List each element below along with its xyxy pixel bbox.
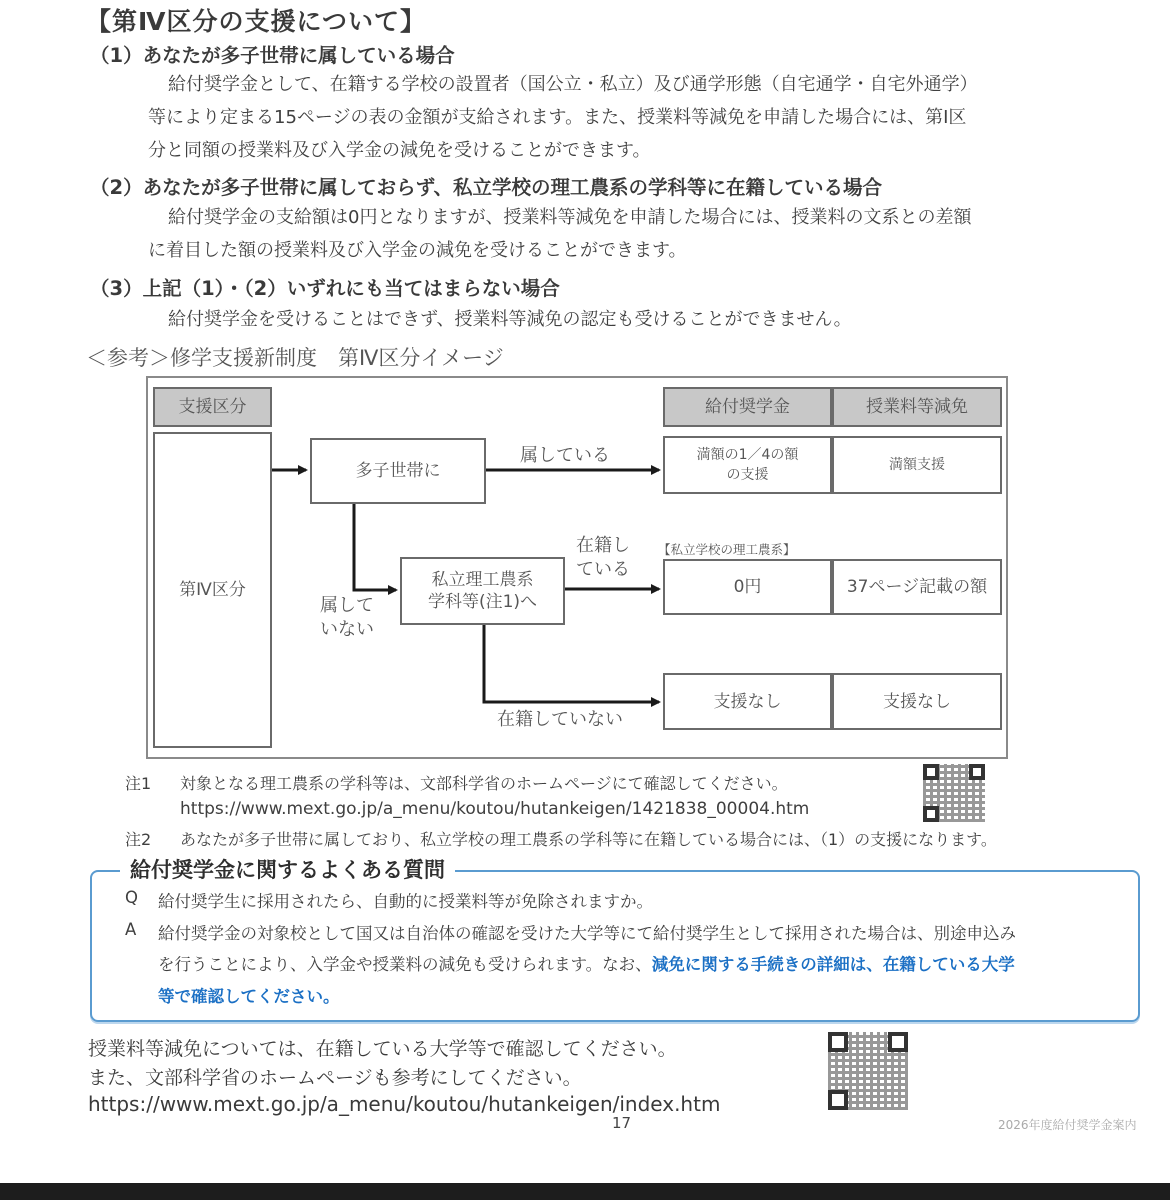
node-private-stem-line-1: 私立理工農系 — [431, 570, 534, 590]
header-support-category: 支援区分 — [153, 387, 272, 427]
node-multi-child: 多子世帯に — [310, 438, 486, 504]
faq-answer-emphasis-2: 等で確認してください。 — [158, 987, 340, 1006]
faq-title: 給付奨学金に関するよくある質問 — [120, 854, 455, 884]
edge-label-enrolled-1: 在籍し — [576, 535, 630, 556]
section-2-heading: （2）あなたが多子世帯に属しておらず、私立学校の理工農系の学科等に在籍している場合 — [90, 176, 883, 199]
private-stem-tag: 【私立学校の理工農系】 — [658, 542, 796, 557]
arrow-not-enrolled — [484, 625, 659, 702]
edge-label-not-belongs-2: いない — [320, 619, 374, 640]
qr-code-corner-icon — [923, 764, 939, 780]
qr-code-corner-icon — [969, 764, 985, 780]
note1-url[interactable]: https://www.mext.go.jp/a_menu/koutou/hutankeigen/1421838_00004.htm — [180, 799, 810, 819]
note2-text: あなたが多子世帯に属しており、私立学校の理工農系の学科等に在籍している場合には、（1）の支援になります。 — [180, 830, 997, 849]
section-1-heading: （1）あなたが多子世帯に属している場合 — [90, 44, 455, 67]
page-title: 【第Ⅳ区分の支援について】 — [86, 7, 426, 36]
qr-code-corner-icon — [888, 1032, 908, 1052]
faq-answer-line-2 — [158, 951, 1015, 975]
faq-question: 給付奨学生に採用されたら、自動的に授業料等が免除されますか。 — [158, 892, 653, 911]
row2-tuition: 37ページ記載の額 — [832, 559, 1002, 615]
arrow-not-belongs — [354, 504, 396, 590]
row2-scholarship: 0円 — [663, 559, 832, 615]
section-1-line-3: 分と同額の授業料及び入学金の減免を受けることができます。 — [148, 140, 651, 161]
node-private-stem-line-2: 学科等(注1)へ — [427, 592, 538, 612]
edge-label-enrolled-2: ている — [576, 559, 630, 580]
edge-label-not-belongs-1: 属して — [320, 595, 374, 616]
section-3-line-1: 給付奨学金を受けることはできず、授業料等減免の認定も受けることができません。 — [168, 309, 852, 330]
bottom-line-1: 授業料等減免については、在籍している大学等で確認してください。 — [88, 1038, 677, 1060]
section-2-line-1: 給付奨学金の支給額は0円となりますが、授業料等減免を申請した場合には、授業料の文系との差額 — [168, 207, 972, 228]
section-1-line-1: 給付奨学金として、在籍する学校の設置者（国公立・私立）及び通学形態（自宅通学・自宅外通学） — [168, 74, 978, 95]
qr-code-corner-icon — [828, 1090, 848, 1110]
row1-scholarship-line-1: 満額の1／4の額 — [696, 447, 799, 463]
diagram-heading: ＜参考＞修学支援新制度 第Ⅳ区分イメージ — [86, 346, 504, 370]
qr-code-corner-icon — [923, 806, 939, 822]
faq-answer-line-2-plain: を行うことにより、入学金や授業料の減免も受けられます。なお、 — [158, 955, 652, 974]
row1-tuition: 満額支援 — [832, 436, 1002, 494]
faq-answer-emphasis-1: 減免に関する手続きの詳細は、在籍している大学 — [651, 955, 1015, 974]
bottom-bar — [0, 1183, 1170, 1200]
edge-label-not-enrolled: 在籍していない — [497, 709, 623, 730]
page-number: 17 — [612, 1114, 632, 1132]
faq-answer-line-1: 給付奨学金の対象校として国又は自治体の確認を受けた大学等にて給付奨学生として採用された場合は、別途申込み — [158, 924, 1016, 943]
bottom-url[interactable]: https://www.mext.go.jp/a_menu/koutou/hutankeigen/index.htm — [88, 1092, 721, 1116]
row3-scholarship: 支援なし — [663, 673, 832, 730]
edge-label-belongs: 属している — [520, 445, 610, 466]
faq-q-label: Q — [125, 888, 138, 907]
footer-tag: 2026年度給付奨学金案内 — [998, 1118, 1137, 1132]
qr-code-corner-icon — [828, 1032, 848, 1052]
faq-a-label: A — [125, 920, 137, 939]
row3-tuition: 支援なし — [832, 673, 1002, 730]
section-1-line-2: 等により定まる15ページの表の金額が支給されます。また、授業料等減免を申請した場合には、第Ⅰ区 — [148, 107, 967, 128]
note2-label: 注2 — [125, 830, 152, 849]
row1-scholarship-line-2: の支援 — [726, 467, 769, 483]
header-scholarship: 給付奨学金 — [663, 387, 832, 427]
section-2-line-2: に着目した額の授業料及び入学金の減免を受けることができます。 — [148, 240, 687, 261]
bottom-line-2: また、文部科学省のホームページも参考にしてください。 — [88, 1067, 582, 1089]
category-box: 第Ⅳ区分 — [153, 432, 272, 748]
note1-text: 対象となる理工農系の学科等は、文部科学省のホームページにて確認してください。 — [180, 774, 788, 793]
note1-label: 注1 — [125, 774, 152, 793]
header-tuition-reduction: 授業料等減免 — [832, 387, 1002, 427]
section-3-heading: （3）上記（1）・（2）いずれにも当てはまらない場合 — [90, 277, 560, 300]
